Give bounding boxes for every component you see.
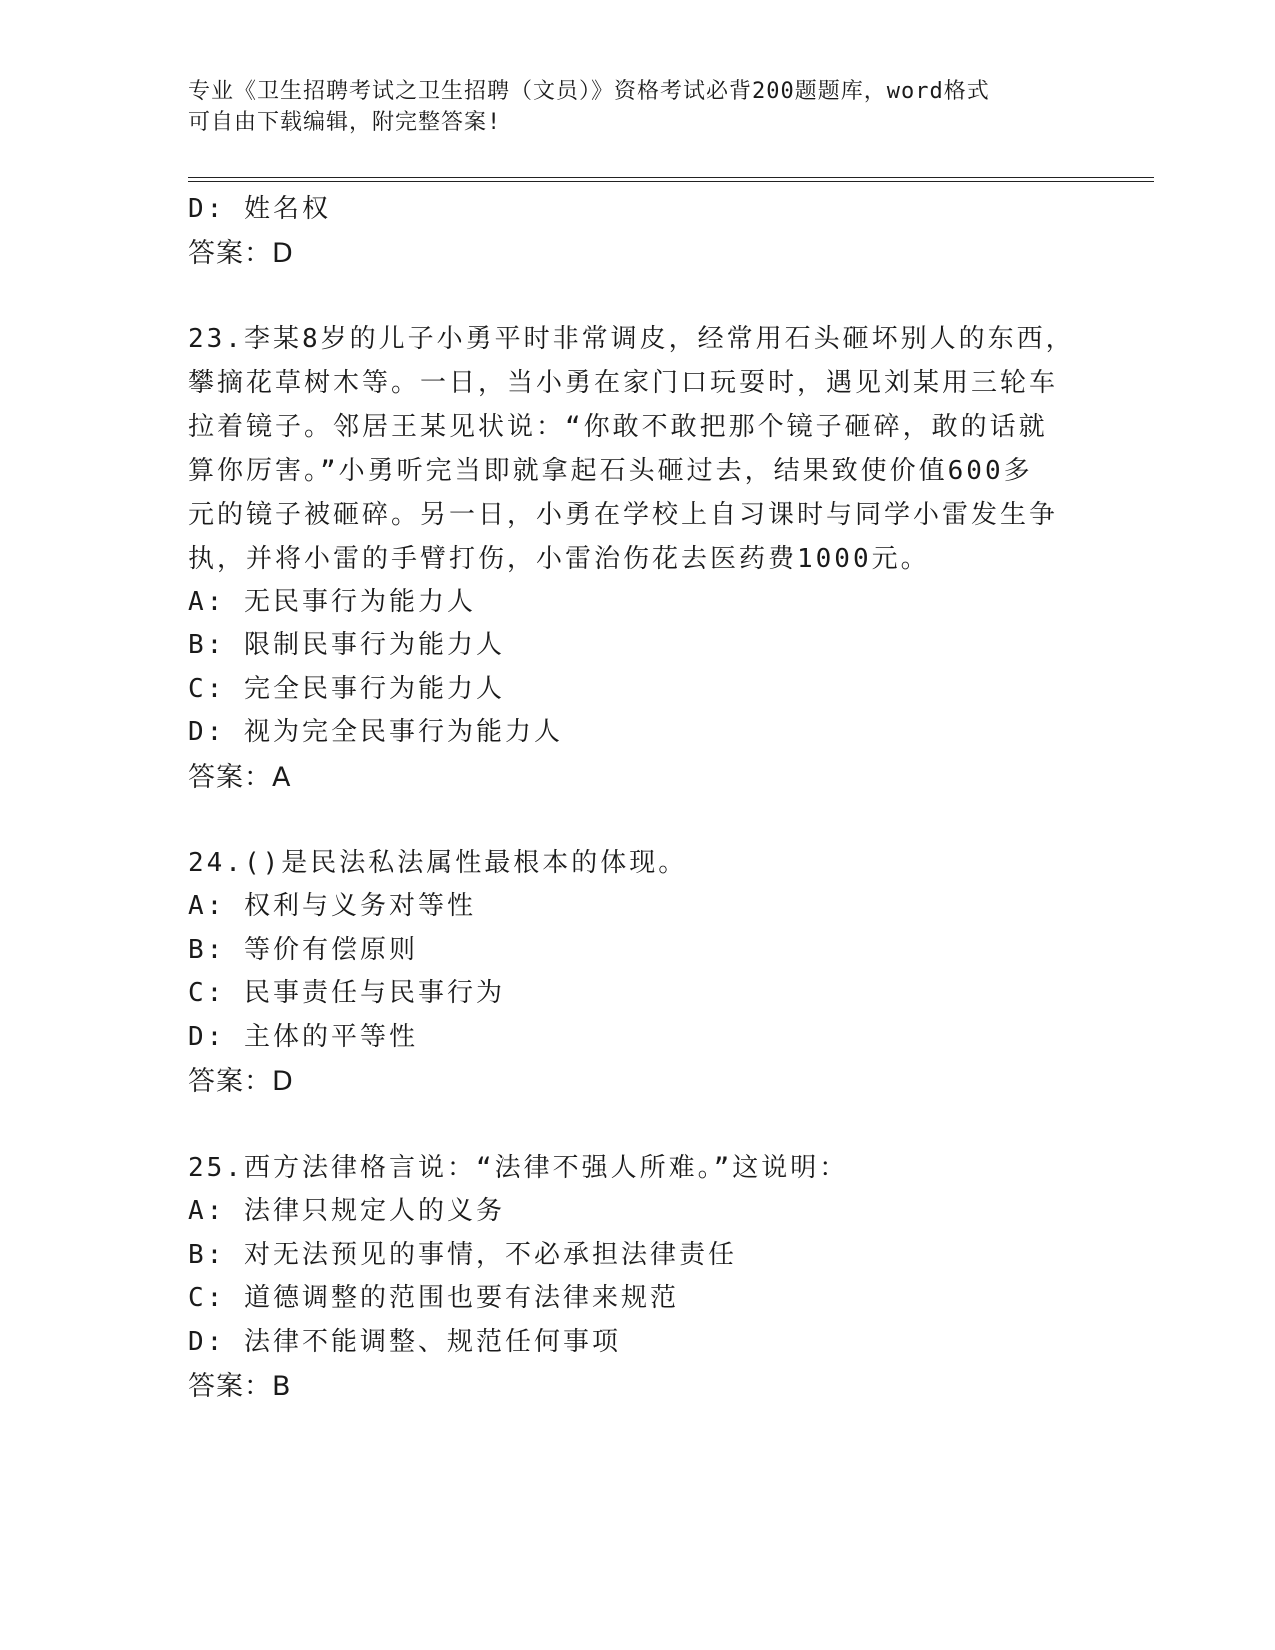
q24-option-c: C: 民事责任与民事行为 xyxy=(188,978,505,1008)
q23-option-c: C: 完全民事行为能力人 xyxy=(188,674,505,704)
q23-stem-line-1: 23.李某8岁的儿子小勇平时非常调皮，经常用石头砸坏别人的东西， xyxy=(188,324,1075,354)
q25-option-c: C: 道德调整的范围也要有法律来规范 xyxy=(188,1283,679,1313)
header-line-2: 可自由下载编辑，附完整答案! xyxy=(188,110,502,135)
header-rule-top xyxy=(188,177,1154,178)
q25-option-b: B: 对无法预见的事情，不必承担法律责任 xyxy=(188,1240,737,1270)
q23-answer: 答案：A xyxy=(188,762,292,793)
q22-option-d: D: 姓名权 xyxy=(188,194,331,224)
q25-option-a: A: 法律只规定人的义务 xyxy=(188,1196,505,1226)
q25-answer: 答案：B xyxy=(188,1371,292,1402)
q25-stem: 25.西方法律格言说：“法律不强人所难。”这说明： xyxy=(188,1153,849,1183)
q24-stem: 24.()是民法私法属性最根本的体现。 xyxy=(188,848,688,878)
q23-stem-line-5: 元的镜子被砸碎。另一日，小勇在学校上自习课时与同学小雷发生争 xyxy=(188,500,1059,530)
q23-stem-line-2: 攀摘花草树木等。一日，当小勇在家门口玩耍时，遇见刘某用三轮车 xyxy=(188,368,1059,398)
q24-option-a: A: 权利与义务对等性 xyxy=(188,891,476,921)
q23-option-b: B: 限制民事行为能力人 xyxy=(188,630,505,660)
header-rule-bottom xyxy=(188,181,1154,182)
q24-option-d: D: 主体的平等性 xyxy=(188,1022,418,1052)
q24-answer: 答案：D xyxy=(188,1066,294,1097)
q23-option-a: A: 无民事行为能力人 xyxy=(188,587,476,617)
q22-answer: 答案：D xyxy=(188,238,294,269)
header-line-1: 专业《卫生招聘考试之卫生招聘（文员）》资格考试必背200题题库，word格式 xyxy=(188,79,990,104)
q23-option-d: D: 视为完全民事行为能力人 xyxy=(188,717,563,747)
document-header xyxy=(188,76,1068,138)
q23-stem-line-6: 执，并将小雷的手臂打伤，小雷治伤花去医药费1000元。 xyxy=(188,544,930,574)
q23-stem-line-4: 算你厉害。”小勇听完当即就拿起石头砸过去，结果致使价值600多 xyxy=(188,456,1033,486)
q23-stem-line-3: 拉着镜子。邻居王某见状说：“你敢不敢把那个镜子砸碎，敢的话就 xyxy=(188,412,1048,442)
q24-option-b: B: 等价有偿原则 xyxy=(188,935,418,965)
q25-option-d: D: 法律不能调整、规范任何事项 xyxy=(188,1327,621,1357)
